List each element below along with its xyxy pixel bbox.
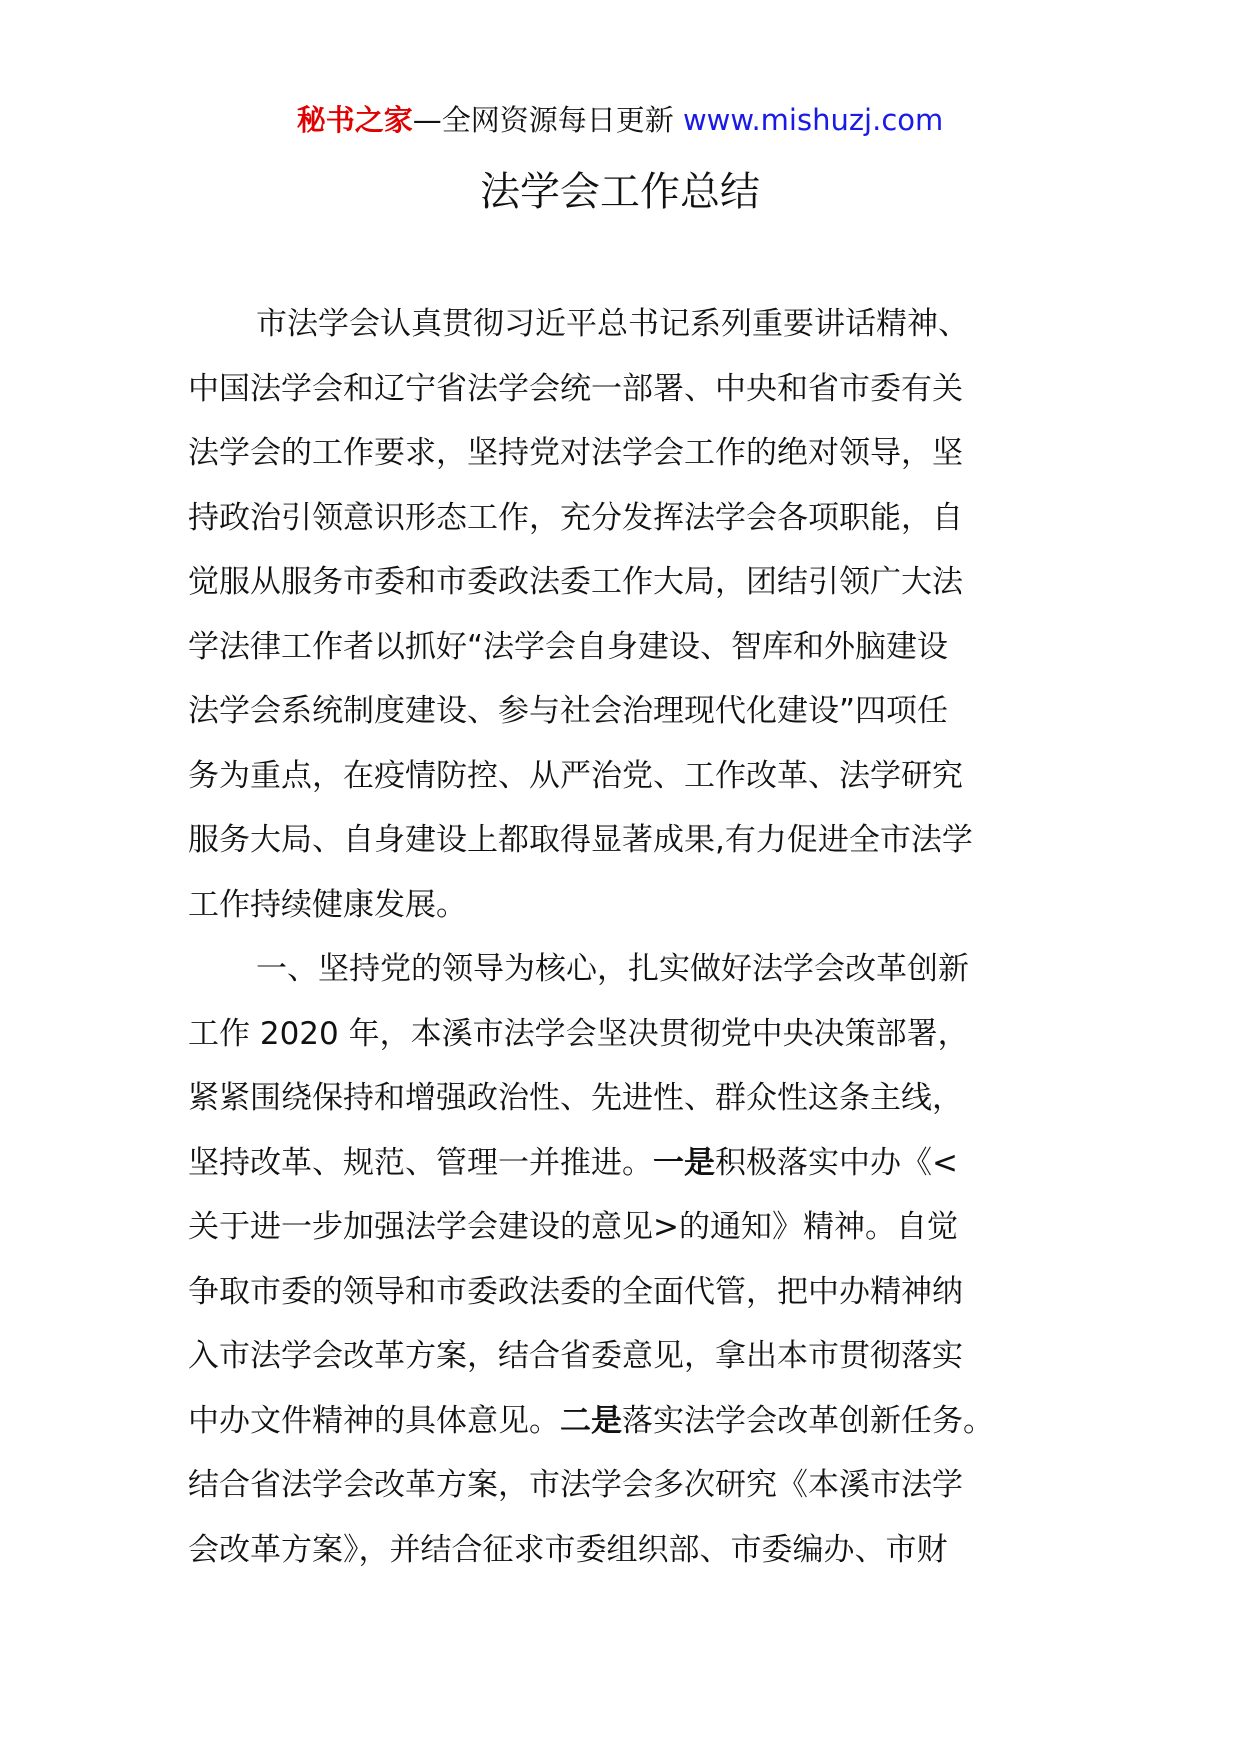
body-line: 入市法学会改革方案，结合省委意见，拿出本市贯彻落实 xyxy=(188,1338,963,1374)
body-line: 服务大局、自身建设上都取得显著成果,有力促进全市法学 xyxy=(188,822,973,858)
document-title: 法学会工作总结 xyxy=(480,169,760,215)
body-text-run: 坚持改革、规范、管理一并推进。 xyxy=(188,1144,653,1181)
body-line: 结合省法学会改革方案，市法学会多次研究《本溪市法学 xyxy=(188,1467,963,1503)
body-line: 中国法学会和辽宁省法学会统一部署、中央和省市委有关 xyxy=(188,370,963,407)
body-text-run: 落实法学会改革创新任务。 xyxy=(622,1402,994,1439)
section-heading-line: 一、坚持党的领导为核心，扎实做好法学会改革创新 xyxy=(256,951,969,987)
body-line: 关于进一步加强法学会建设的意见>的通知》精神。自觉 xyxy=(188,1209,958,1245)
body-line: 务为重点，在疫情防控、从严治党、工作改革、法学研究 xyxy=(188,757,963,794)
body-line: 学法律工作者以抓好“法学会自身建设、智库和外脑建设 xyxy=(188,628,949,665)
body-line: 工作 2020 年，本溪市法学会坚决贯彻党中央决策部署， xyxy=(188,1015,969,1052)
body-line: 法学会系统制度建设、参与社会治理现代化建设”四项任 xyxy=(188,693,949,729)
body-line: 觉服从服务市委和市委政法委工作大局，团结引领广大法 xyxy=(188,564,963,600)
site-header xyxy=(0,100,1240,140)
document-body xyxy=(188,292,1088,1582)
body-line: 工作持续健康发展。 xyxy=(188,886,467,923)
body-text-run: 中办文件精神的具体意见。 xyxy=(188,1402,560,1439)
body-line: 市法学会认真贯彻习近平总书记系列重要讲话精神、 xyxy=(256,306,969,342)
header-tagline: —全网资源每日更新 xyxy=(412,103,683,137)
body-line xyxy=(188,1131,1088,1196)
brand-name: 秘书之家 xyxy=(296,103,413,137)
site-url-link[interactable]: www.mishuzj.com xyxy=(682,103,944,137)
emphasis-first-point: 一是 xyxy=(653,1144,715,1181)
body-line: 争取市委的领导和市委政法委的全面代管，把中办精神纳 xyxy=(188,1273,963,1310)
body-line: 会改革方案》，并结合征求市委组织部、市委编办、市财 xyxy=(188,1531,948,1568)
body-text-run: 积极落实中办《< xyxy=(715,1144,958,1181)
emphasis-second-point: 二是 xyxy=(560,1402,622,1439)
body-line: 持政治引领意识形态工作，充分发挥法学会各项职能，自 xyxy=(188,499,963,536)
body-line: 法学会的工作要求，坚持党对法学会工作的绝对领导，坚 xyxy=(188,435,963,471)
body-line: 紧紧围绕保持和增强政治性、先进性、群众性这条主线， xyxy=(188,1080,963,1116)
body-line xyxy=(188,1389,1088,1454)
